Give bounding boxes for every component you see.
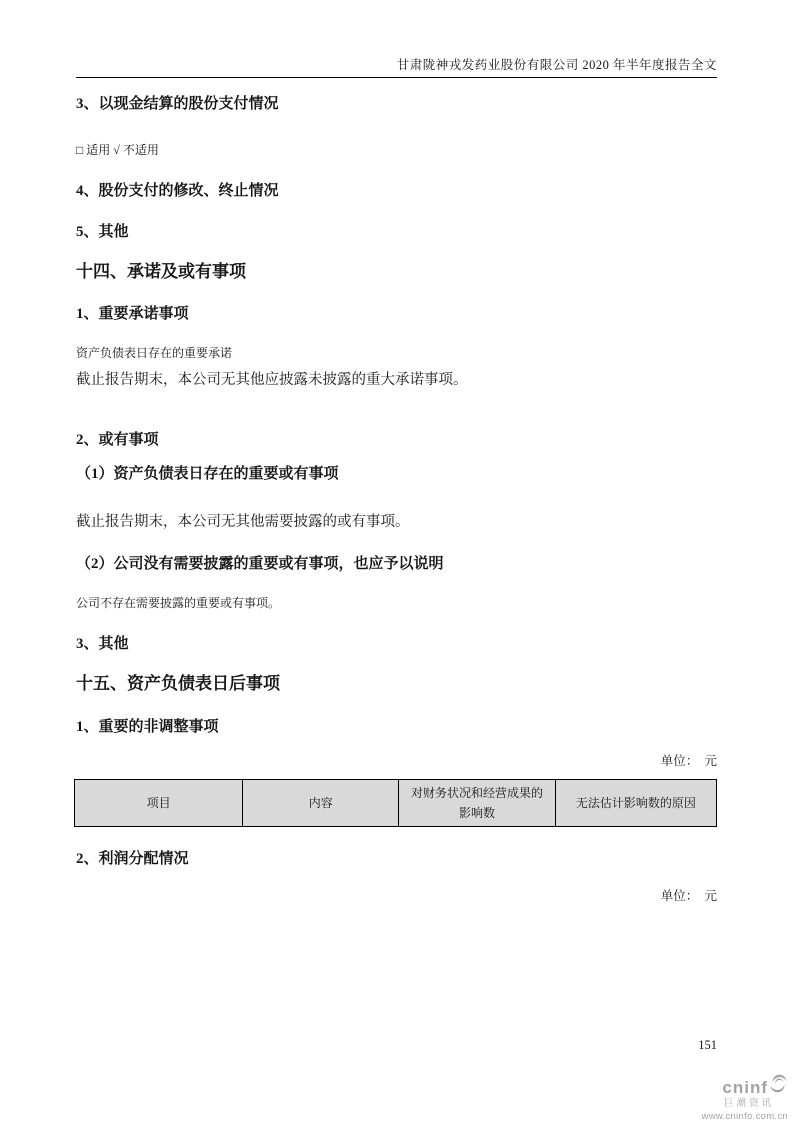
cninfo-brand-text: cninf — [722, 1078, 768, 1097]
heading-cash-settled-share-payment: 3、以现金结算的股份支付情况 — [76, 96, 279, 112]
cninfo-swirl-icon — [769, 1074, 788, 1097]
heading-profit-distribution: 2、利润分配情况 — [76, 851, 189, 867]
heading-share-payment-modification: 4、股份支付的修改、终止情况 — [76, 183, 279, 199]
heading-non-adjusting-events: 1、重要的非调整事项 — [76, 719, 219, 735]
header-divider — [76, 77, 717, 78]
heading-chapter-15-post-balance-sheet-events: 十五、资产负债表日后事项 — [76, 674, 280, 693]
heading-other-sec3: 3、其他 — [76, 636, 129, 652]
table-header-impact: 对财务状况和经营成果的影响数 — [399, 780, 556, 827]
non-adjusting-events-table — [74, 779, 717, 827]
document-header-title: 甘肃陇神戎发药业股份有限公司 2020 年半年度报告全文 — [396, 58, 717, 72]
heading-contingencies-sub2: （2）公司没有需要披露的重要或有事项，也应予以说明 — [76, 556, 444, 572]
cninfo-logo-brand-row — [702, 1074, 788, 1096]
para-contingencies-sub2-body: 公司不存在需要披露的重要或有事项。 — [76, 596, 281, 610]
para-commitments-body: 截止报告期末，本公司无其他应披露未披露的重大承诺事项。 — [76, 372, 468, 388]
page-number: 151 — [698, 1038, 717, 1052]
applicability-statement: □ 适用 √ 不适用 — [76, 143, 159, 157]
unit-label-non-adjusting: 单位： 元 — [660, 754, 717, 768]
heading-chapter-14-commitments-contingencies: 十四、承诺及或有事项 — [76, 262, 246, 281]
unit-label-profit-distribution: 单位： 元 — [660, 889, 717, 903]
para-contingencies-sub1-body: 截止报告期末，本公司无其他需要披露的或有事项。 — [76, 514, 410, 530]
heading-important-commitments: 1、重要承诺事项 — [76, 306, 189, 322]
note-balance-sheet-commitments: 资产负债表日存在的重要承诺 — [76, 346, 233, 360]
heading-other-sec5: 5、其他 — [76, 224, 129, 240]
cninfo-logo — [702, 1074, 788, 1121]
heading-contingencies: 2、或有事项 — [76, 432, 159, 448]
cninfo-chinese-name: 巨潮资讯 — [723, 1098, 774, 1109]
table-header-reason: 无法估计影响数的原因 — [555, 780, 716, 827]
table-header-item: 项目 — [75, 780, 243, 827]
heading-contingencies-sub1: （1）资产负债表日存在的重要或有事项 — [76, 466, 339, 482]
table-header-row — [75, 780, 717, 827]
table-header-content: 内容 — [243, 780, 399, 827]
cninfo-url: www.cninfo.com.cn — [701, 1110, 788, 1122]
